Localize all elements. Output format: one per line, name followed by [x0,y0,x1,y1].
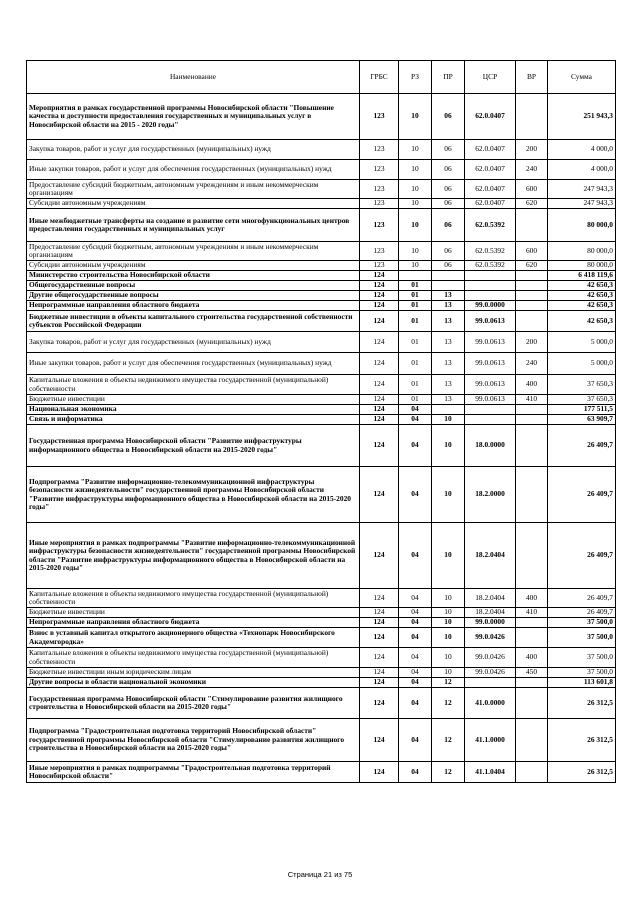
row-grbs: 123 [360,209,399,242]
row-sum: 26 312,5 [548,719,616,762]
row-pr: 10 [432,467,465,523]
row-grbs: 124 [360,762,399,783]
row-rz: 04 [399,608,432,618]
row-vr [516,618,548,628]
row-grbs: 124 [360,415,399,425]
row-csr: 62.0.0407 [465,140,516,160]
row-sum: 5 000,0 [548,332,616,353]
row-pr: 12 [432,688,465,719]
row-grbs: 124 [360,688,399,719]
row-rz: 04 [399,648,432,668]
row-rz: 10 [399,199,432,209]
row-grbs: 124 [360,589,399,608]
row-rz: 04 [399,425,432,467]
row-rz: 04 [399,668,432,678]
row-sum: 37 650,3 [548,375,616,395]
row-vr: 240 [516,160,548,180]
row-pr: 06 [432,199,465,209]
row-pr: 13 [432,395,465,405]
row-grbs: 124 [360,405,399,415]
row-vr: 200 [516,332,548,353]
row-vr [516,688,548,719]
row-csr [465,405,516,415]
row-rz: 04 [399,618,432,628]
row-vr [516,719,548,762]
row-csr: 99.0.0426 [465,628,516,648]
row-pr: 06 [432,180,465,199]
row-csr: 18.2.0000 [465,467,516,523]
row-vr: 410 [516,608,548,618]
row-grbs: 123 [360,94,399,140]
row-sum: 37 500,0 [548,628,616,648]
row-name: Связь и информатика [27,415,360,425]
table-row [27,688,616,719]
table-row [27,180,616,199]
row-name: Непрограммные направления областного бюджета [27,618,360,628]
row-csr: 99.0.0426 [465,668,516,678]
row-name: Другие общегосударственные вопросы [27,291,360,301]
row-pr: 10 [432,618,465,628]
row-pr [432,405,465,415]
row-pr: 10 [432,415,465,425]
row-vr: 410 [516,395,548,405]
row-rz: 04 [399,628,432,648]
row-pr: 10 [432,668,465,678]
table-row [27,628,616,648]
row-name: Национальная экономика [27,405,360,415]
row-pr [432,271,465,281]
row-vr: 200 [516,140,548,160]
row-csr: 99.0.0613 [465,311,516,332]
table-row [27,425,616,467]
table-header-row [27,61,616,94]
row-grbs: 124 [360,523,399,589]
header-name: Наименование [27,61,360,94]
row-name: Капитальные вложения в объекты недвижимого имущества государственной (муниципальной) собственности [27,589,360,608]
row-csr: 62.0.0407 [465,199,516,209]
row-grbs: 124 [360,271,399,281]
row-rz: 04 [399,523,432,589]
row-csr [465,678,516,688]
table-row [27,467,616,523]
row-rz: 04 [399,589,432,608]
row-sum: 42 650,3 [548,291,616,301]
row-grbs: 124 [360,353,399,375]
row-vr [516,467,548,523]
row-rz: 01 [399,301,432,311]
row-vr [516,94,548,140]
row-name: Бюджетные инвестиции в объекты капитального строительства государственной собственности субъектов Российской Федерации [27,311,360,332]
table-row [27,608,616,618]
row-name: Закупка товаров, работ и услуг для государственных (муниципальных) нужд [27,140,360,160]
row-rz: 04 [399,467,432,523]
row-sum: 177 511,5 [548,405,616,415]
header-sum: Сумма [548,61,616,94]
row-name: Государственная программа Новосибирской области "Стимулирование развития жилищного строительства в Новосибирской области на 2015-2020 годы" [27,688,360,719]
row-pr: 13 [432,375,465,395]
row-grbs: 124 [360,467,399,523]
row-vr: 450 [516,668,548,678]
row-name: Бюджетные инвестиции [27,608,360,618]
row-sum: 5 000,0 [548,353,616,375]
row-pr: 06 [432,94,465,140]
row-pr: 13 [432,332,465,353]
row-csr: 62.0.5392 [465,209,516,242]
row-csr: 99.0.0426 [465,648,516,668]
row-rz: 10 [399,180,432,199]
row-sum: 37 500,0 [548,618,616,628]
row-name: Иные мероприятия в рамках подпрограммы "Развитие информационно-телекоммуникационной инфраструктуры безопасности жизнедеятельности" государственной программы Новосибирской области "Развитие инфраструктуры информационного общества в Новосибирской области на 2015-2020 годы" [27,523,360,589]
row-rz: 10 [399,209,432,242]
row-grbs: 124 [360,425,399,467]
row-pr: 06 [432,209,465,242]
row-grbs: 124 [360,311,399,332]
row-grbs: 123 [360,199,399,209]
row-sum: 247 943,3 [548,180,616,199]
row-csr: 99.0.0613 [465,375,516,395]
row-rz: 10 [399,94,432,140]
row-sum: 26 409,7 [548,608,616,618]
row-pr: 10 [432,648,465,668]
row-vr: 400 [516,589,548,608]
table-row [27,589,616,608]
row-sum: 26 409,7 [548,467,616,523]
row-name: Общегосударственные вопросы [27,281,360,291]
row-pr: 13 [432,353,465,375]
row-csr: 18.0.0000 [465,425,516,467]
row-csr: 18.2.0404 [465,589,516,608]
row-sum: 42 650,3 [548,311,616,332]
row-sum: 26 312,5 [548,688,616,719]
table-row [27,301,616,311]
row-grbs: 124 [360,291,399,301]
row-vr: 600 [516,180,548,199]
header-vr: ВР [516,61,548,94]
row-csr: 62.0.0407 [465,160,516,180]
row-rz: 01 [399,311,432,332]
table-row [27,648,616,668]
row-vr [516,271,548,281]
row-grbs: 123 [360,242,399,261]
row-vr [516,425,548,467]
row-grbs: 123 [360,180,399,199]
row-grbs: 123 [360,261,399,271]
row-csr: 99.0.0613 [465,353,516,375]
row-rz: 10 [399,261,432,271]
row-vr: 620 [516,199,548,209]
table-row [27,271,616,281]
table-row [27,311,616,332]
row-rz: 04 [399,405,432,415]
row-vr: 400 [516,648,548,668]
row-sum: 37 500,0 [548,648,616,668]
row-sum: 4 000,0 [548,140,616,160]
budget-table [26,60,616,783]
row-sum: 26 409,7 [548,425,616,467]
row-csr [465,281,516,291]
row-rz: 01 [399,291,432,301]
table-row [27,353,616,375]
page-footer: Страница 21 из 75 [287,870,353,879]
table-row [27,375,616,395]
row-grbs: 124 [360,678,399,688]
row-pr: 10 [432,628,465,648]
row-csr: 62.0.0407 [465,94,516,140]
row-rz: 04 [399,415,432,425]
table-row [27,678,616,688]
row-rz: 01 [399,281,432,291]
row-rz: 01 [399,332,432,353]
row-csr: 99.0.0000 [465,301,516,311]
row-pr: 10 [432,523,465,589]
row-name: Предоставление субсидий бюджетным, автономным учреждениям и иным некоммерческим организациям [27,242,360,261]
header-pr: ПР [432,61,465,94]
row-name: Другие вопросы в области национальной экономики [27,678,360,688]
row-csr: 62.0.0407 [465,180,516,199]
row-vr [516,209,548,242]
row-name: Подпрограмма "Развитие информационно-телекоммуникационной инфраструктуры безопасности жизнедеятельности" государственной программы Новосибирской области "Развитие инфраструктуры информационного общества в Новосибирской области на 2015-2020 годы" [27,467,360,523]
row-grbs: 124 [360,375,399,395]
row-vr [516,523,548,589]
row-pr: 06 [432,140,465,160]
row-rz [399,271,432,281]
row-sum: 42 650,3 [548,281,616,291]
row-csr [465,271,516,281]
row-pr: 12 [432,678,465,688]
row-name: Иные закупки товаров, работ и услуг для обеспечения государственных (муниципальных) нужд [27,160,360,180]
table-row [27,523,616,589]
row-pr: 06 [432,242,465,261]
row-sum: 26 409,7 [548,523,616,589]
row-vr [516,311,548,332]
row-vr [516,301,548,311]
row-sum: 113 601,8 [548,678,616,688]
table-row [27,209,616,242]
table-row [27,242,616,261]
row-sum: 247 943,3 [548,199,616,209]
row-sum: 26 312,5 [548,762,616,783]
row-csr: 41.1.0000 [465,719,516,762]
header-grbs: ГРБС [360,61,399,94]
row-csr [465,291,516,301]
row-pr: 13 [432,291,465,301]
row-vr [516,762,548,783]
row-vr: 620 [516,261,548,271]
row-name: Капитальные вложения в объекты недвижимого имущества государственной (муниципальной) собственности [27,375,360,395]
row-csr: 18.2.0404 [465,608,516,618]
row-pr: 10 [432,608,465,618]
row-pr: 13 [432,311,465,332]
row-sum: 80 000,0 [548,261,616,271]
table-row [27,719,616,762]
row-rz: 04 [399,719,432,762]
row-name: Министерство строительства Новосибирской области [27,271,360,281]
row-name: Бюджетные инвестиции [27,395,360,405]
row-name: Субсидии автономным учреждениям [27,261,360,271]
row-vr [516,678,548,688]
row-vr [516,291,548,301]
row-csr: 99.0.0613 [465,332,516,353]
row-name: Субсидии автономным учреждениям [27,199,360,209]
header-csr: ЦСР [465,61,516,94]
row-sum: 80 000,0 [548,209,616,242]
row-sum: 4 000,0 [548,160,616,180]
row-grbs: 124 [360,648,399,668]
row-csr: 99.0.0000 [465,618,516,628]
row-name: Государственная программа Новосибирской области "Развитие инфраструктуры информационного общества в Новосибирской области на 2015-2020 годы" [27,425,360,467]
row-rz: 04 [399,678,432,688]
table-row [27,668,616,678]
row-vr [516,405,548,415]
row-rz: 04 [399,762,432,783]
header-rz: РЗ [399,61,432,94]
row-vr [516,628,548,648]
row-vr [516,281,548,291]
table-row [27,332,616,353]
row-name: Бюджетные инвестиции иным юридическим лицам [27,668,360,678]
row-name: Мероприятия в рамках государственной программы Новосибирской области "Повышение качества и доступности предоставления государственных и муниципальных услуг в Новосибирской области на 2015 - 2020 годы" [27,94,360,140]
row-pr: 10 [432,589,465,608]
row-rz: 01 [399,395,432,405]
row-grbs: 124 [360,628,399,648]
row-csr [465,415,516,425]
row-csr: 62.0.5392 [465,261,516,271]
row-rz: 10 [399,242,432,261]
row-rz: 10 [399,160,432,180]
row-vr: 600 [516,242,548,261]
row-grbs: 124 [360,618,399,628]
row-sum: 80 000,0 [548,242,616,261]
row-name: Предоставление субсидий бюджетным, автономным учреждениям и иным некоммерческим организациям [27,180,360,199]
row-pr: 06 [432,160,465,180]
row-sum: 37 500,0 [548,668,616,678]
table-row [27,291,616,301]
row-vr: 400 [516,375,548,395]
row-sum: 251 943,3 [548,94,616,140]
row-name: Закупка товаров, работ и услуг для государственных (муниципальных) нужд [27,332,360,353]
row-vr: 240 [516,353,548,375]
row-rz: 04 [399,688,432,719]
row-pr: 06 [432,261,465,271]
row-pr: 12 [432,719,465,762]
table-row [27,140,616,160]
table-row [27,405,616,415]
row-grbs: 124 [360,719,399,762]
table-row [27,762,616,783]
table-row [27,199,616,209]
row-pr: 10 [432,425,465,467]
row-grbs: 124 [360,281,399,291]
row-sum: 26 409,7 [548,589,616,608]
row-pr: 12 [432,762,465,783]
row-sum: 6 418 119,6 [548,271,616,281]
table-body [27,94,616,783]
row-rz: 01 [399,375,432,395]
row-pr [432,281,465,291]
row-rz: 10 [399,140,432,160]
row-csr: 62.0.5392 [465,242,516,261]
row-grbs: 124 [360,668,399,678]
row-name: Взнос в уставный капитал открытого акционерного общества «Технопарк Новосибирского Академгородка» [27,628,360,648]
table-row [27,395,616,405]
row-name: Капитальные вложения в объекты недвижимого имущества государственной (муниципальной) собственности [27,648,360,668]
row-grbs: 123 [360,140,399,160]
row-sum: 37 650,3 [548,395,616,405]
table-row [27,281,616,291]
row-vr [516,415,548,425]
table-row [27,160,616,180]
row-pr: 13 [432,301,465,311]
row-name: Иные закупки товаров, работ и услуг для обеспечения государственных (муниципальных) нужд [27,353,360,375]
table-row [27,94,616,140]
row-grbs: 124 [360,395,399,405]
table-row [27,415,616,425]
row-name: Иные межбюджетные трансферты на создание и развитие сети многофункциональных центров предоставления государственных и муниципальных услуг [27,209,360,242]
row-grbs: 124 [360,608,399,618]
row-grbs: 123 [360,160,399,180]
row-name: Непрограммные направления областного бюджета [27,301,360,311]
row-rz: 01 [399,353,432,375]
row-sum: 42 650,3 [548,301,616,311]
row-name: Подпрограмма "Градостроительная подготовка территорий Новосибирской области" государственной программы Новосибирской области "Стимулирование развития жилищного строительства в Новосибирской области на 2015-2020 годы" [27,719,360,762]
row-csr: 99.0.0613 [465,395,516,405]
row-csr: 41.0.0000 [465,688,516,719]
row-grbs: 124 [360,332,399,353]
table-row [27,618,616,628]
row-grbs: 124 [360,301,399,311]
row-name: Иные мероприятия в рамках подпрограммы "Градостроительная подготовка территорий Новосибирской области" [27,762,360,783]
row-sum: 63 909,7 [548,415,616,425]
row-csr: 41.1.0404 [465,762,516,783]
table-row [27,261,616,271]
row-csr: 18.2.0404 [465,523,516,589]
